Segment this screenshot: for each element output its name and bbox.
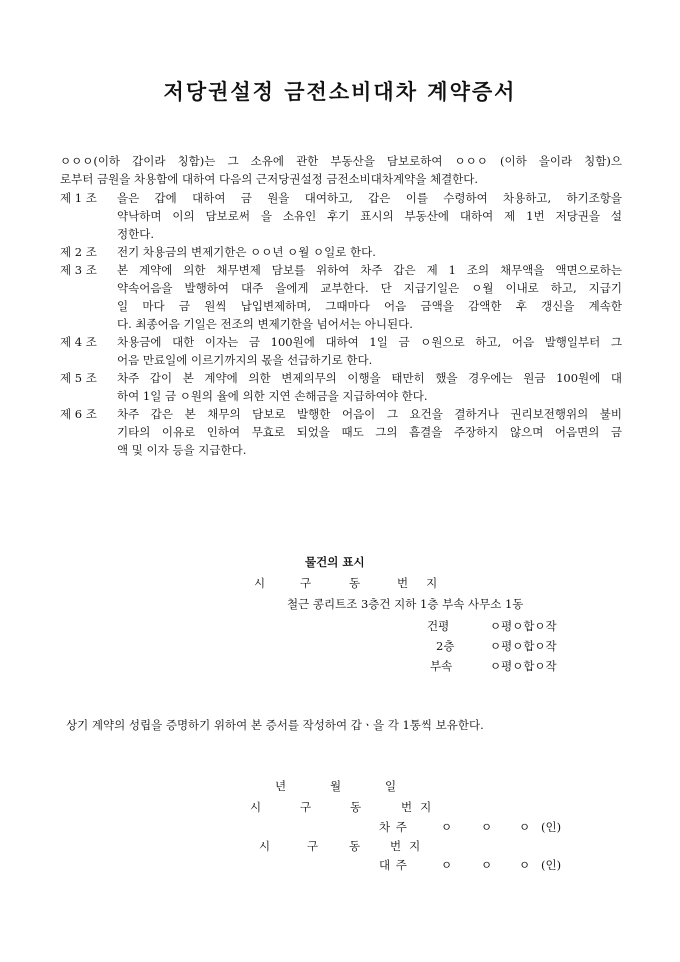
date-year: 년 bbox=[275, 779, 287, 793]
property-address-dong: 동 bbox=[349, 576, 361, 590]
document-title: 저당권설정 금전소비대차 계약증서 bbox=[163, 79, 517, 104]
lender-name-char: ㅇ bbox=[481, 858, 493, 872]
borrower-address-dong: 동 bbox=[350, 800, 362, 814]
property-structure: 철근 콩리트조 3층건 지하 1층 부속 사무소 1동 bbox=[287, 597, 524, 611]
article-number: 제 5 조 bbox=[60, 371, 97, 385]
article-number: 제 2 조 bbox=[60, 245, 97, 259]
property-row-value: ㅇ평ㅇ합ㅇ작 bbox=[490, 639, 557, 653]
article-number: 제 4 조 bbox=[60, 335, 97, 349]
borrower-address-si: 시 bbox=[250, 800, 262, 814]
borrower-seal: (인) bbox=[541, 820, 562, 834]
lender-address-gu: 구 bbox=[307, 839, 319, 853]
intro-paragraph bbox=[60, 152, 622, 188]
property-row-value: ㅇ평ㅇ합ㅇ작 bbox=[490, 619, 557, 633]
article-line: 차용금에 대한 이자는 금 100원에 대하여 1일 금 ㅇ원으로 하고, 어음 발행일부터 그 bbox=[117, 335, 622, 349]
borrower-name-char: ㅇ bbox=[519, 820, 531, 834]
article-body bbox=[117, 261, 622, 333]
lender-seal: (인) bbox=[541, 858, 562, 872]
article-body bbox=[117, 243, 622, 261]
article-line: 정한다. bbox=[117, 227, 154, 241]
article-line: 차주 갑이 본 계약에 의한 변제의무의 이행을 태만히 했을 경우에는 원금 100원에 대 bbox=[117, 371, 622, 385]
lender-role: 대 주 bbox=[379, 858, 408, 872]
article-number: 제 3 조 bbox=[60, 263, 97, 277]
property-row-label: 건평 bbox=[427, 619, 450, 633]
article-body bbox=[117, 189, 622, 243]
article-body bbox=[117, 405, 622, 459]
intro-line: 로부터 금원을 차용함에 대하여 다음의 근저당권설정 금전소비대차계약을 체결한다. bbox=[60, 172, 479, 186]
article-line: 기타의 이유로 인하여 무효로 되었을 때도 그의 흠결을 주장하지 않으며 어음면의 금 bbox=[117, 425, 622, 439]
article-line: 약낙하며 이의 담보로써 을 소유인 후기 표시의 부동산에 대하여 제 1번 저당권을 설 bbox=[117, 209, 622, 223]
borrower-name-char: ㅇ bbox=[481, 820, 493, 834]
article-line: 차주 갑은 본 채무의 담보로 발행한 어음이 그 요건을 결하거나 권리보전행위의 불비 bbox=[117, 407, 622, 421]
property-address-beonji: 번지 bbox=[397, 576, 456, 590]
lender-name-char: ㅇ bbox=[441, 858, 453, 872]
article-4 bbox=[60, 333, 622, 369]
article-number: 제 6 조 bbox=[60, 407, 97, 421]
property-row-value: ㅇ평ㅇ합ㅇ작 bbox=[490, 659, 557, 673]
article-number: 제 1 조 bbox=[60, 191, 97, 205]
article-line: 어음 만료일에 이르기까지의 몫을 선급하기로 한다. bbox=[117, 353, 373, 367]
article-line: 본 계약에 의한 채무변제 담보를 위하여 차주 갑은 제 1 조의 채무액을 액면으로하는 bbox=[117, 263, 622, 277]
article-line: 액 및 이자 등을 지급한다. bbox=[117, 443, 247, 457]
article-body bbox=[117, 369, 622, 405]
borrower-role: 차 주 bbox=[379, 820, 408, 834]
intro-line: ㅇㅇㅇ(이하 갑이라 칭함)는 그 소유에 관한 부동산을 담보로하여 ㅇㅇㅇ (이하 을이라 칭함)으 bbox=[60, 154, 622, 168]
date-day: 일 bbox=[385, 779, 397, 793]
article-line: 전기 차용금의 변제기한은 ㅇㅇ년 ㅇ월 ㅇ일로 한다. bbox=[117, 245, 376, 259]
property-row-label: 2층 bbox=[436, 639, 455, 653]
article-5 bbox=[60, 369, 622, 405]
article-1 bbox=[60, 189, 622, 243]
article-3 bbox=[60, 261, 622, 333]
lender-address-dong: 동 bbox=[349, 839, 361, 853]
property-address-gu: 구 bbox=[300, 576, 312, 590]
article-line: 일 마다 금 원씩 납입변제하며, 그때마다 어음 금액을 감액한 후 갱신을 계속한 bbox=[117, 299, 622, 313]
borrower-address-gu: 구 bbox=[300, 800, 312, 814]
lender-address-si: 시 bbox=[259, 839, 271, 853]
property-address-si: 시 bbox=[254, 576, 266, 590]
lender-name-char: ㅇ bbox=[519, 858, 531, 872]
borrower-address-beonji: 번지 bbox=[401, 800, 440, 814]
article-body bbox=[117, 333, 622, 369]
closing-statement: 상기 계약의 성립을 증명하기 위하여 본 증서를 작성하여 갑ㆍ을 각 1통씩 보유한다. bbox=[66, 718, 484, 732]
article-6 bbox=[60, 405, 622, 459]
article-line: 하여 1일 금 ㅇ원의 율에 의한 지연 손해금을 지급하여야 한다. bbox=[117, 389, 428, 403]
property-row-label: 부속 bbox=[430, 659, 453, 673]
article-line: 약속어음을 발행하여 대주 을에게 교부한다. 단 지급기일은 ㅇ월 이내로 하고, 지급기 bbox=[117, 281, 622, 295]
date-month: 월 bbox=[330, 779, 342, 793]
property-heading: 물건의 표시 bbox=[305, 555, 365, 569]
articles-list bbox=[60, 189, 622, 459]
article-line: 을은 갑에 대하여 금 원을 대여하고, 갑은 이를 수령하여 차용하고, 하기조항을 bbox=[117, 191, 622, 205]
borrower-name-char: ㅇ bbox=[441, 820, 453, 834]
article-2 bbox=[60, 243, 622, 261]
lender-address-beonji: 번지 bbox=[390, 839, 429, 853]
article-line: 다. 최종어음 기일은 전조의 변제기한을 넘어서는 아니된다. bbox=[117, 317, 413, 331]
